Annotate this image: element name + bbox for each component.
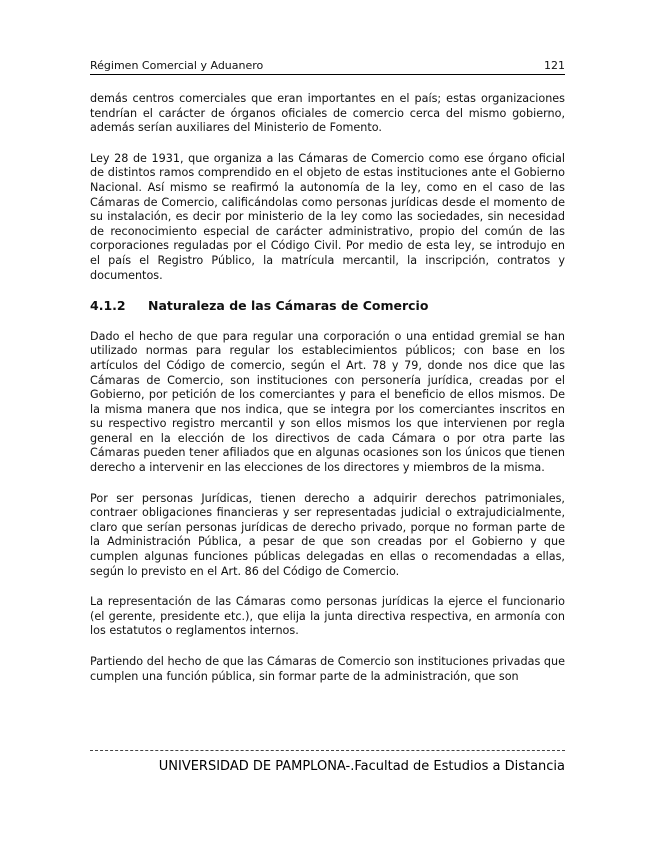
paragraph-6: Partiendo del hecho de que las Cámaras de Comercio son instituciones privadas que cumplen una función pública, sin formar parte de la administración, que son [90, 655, 565, 683]
paragraph-2: Ley 28 de 1931, que organiza a las Cámaras de Comercio como ese órgano oficial de distintos ramos comprendido en el objeto de estas instituciones ante el Gobierno Nacional. Así mismo se reafirmó la autonomía de la ley, como en el caso de las Cámaras de Comercio, calificándolas como personas jurídicas desde el momento de su instalación, es decir por ministerio de la ley como las sociedades, sin necesidad de reconocimiento especial de carácter administrativo, propio del común de las corporaciones reguladas por el Código Civil. Por medio de esta ley, se introdujo en el país el Registro Público, la matrícula mercantil, la inscripción, contratos y documentos. [90, 151, 565, 282]
page-footer: UNIVERSIDAD DE PAMPLONA-.Facultad de Estudios a Distancia [158, 759, 565, 774]
page-header [90, 60, 565, 75]
paragraph-1: demás centros comerciales que eran importantes en el país; estas organizaciones tendrían el carácter de órganos oficiales de comercio cerca del mismo gobierno, además serían auxiliares del Ministerio de Fomento. [90, 92, 565, 135]
page-number: 121 [544, 59, 565, 72]
paragraph-4: Por ser personas Jurídicas, tienen derecho a adquirir derechos patrimoniales, contraer obligaciones financieras y ser representadas judicial o extrajudicialmente, claro que serían personas jurídicas de derecho privado, porque no forman parte de la Administración Pública, a pesar de que son creadas por el Gobierno y que cumplen algunas funciones públicas delegadas en ellas o recomendadas a ellas, según lo previsto en el Art. 86 del Código de Comercio. [90, 491, 565, 578]
footer-divider [90, 750, 565, 751]
paragraph-5: La representación de las Cámaras como personas jurídicas la ejerce el funcionario (el gerente, presidente etc.), que elija la junta directiva respectiva, en armonía con los estatutos o reglamentos internos. [90, 595, 565, 638]
section-title: Naturaleza de las Cámaras de Comercio [148, 298, 429, 314]
section-number: 4.1.2 [90, 298, 126, 314]
section-heading [90, 299, 565, 314]
paragraph-3: Dado el hecho de que para regular una corporación o una entidad gremial se han utilizado normas para regular los establecimientos públicos; con base en los artículos del Código de comercio, según el Art. 78 y 79, donde nos dice que las Cámaras de Comercio, son instituciones con personería jurídica, creadas por el Gobierno, por petición de los comerciantes y para el beneficio de ellos mismos. De la misma manera que nos indica, que se integra por los comerciantes inscritos en su respectivo registro mercantil y son ellos mismos los que intervienen por regla general en la elección de los directivos de cada Cámara o por otra parte las Cámaras pueden tener afiliados que en algunas ocasiones son los únicos que tienen derecho a intervenir en las elecciones de los directores y miembros de la misma. [90, 329, 565, 475]
document-body [90, 92, 565, 700]
header-title: Régimen Comercial y Aduanero [90, 59, 264, 72]
